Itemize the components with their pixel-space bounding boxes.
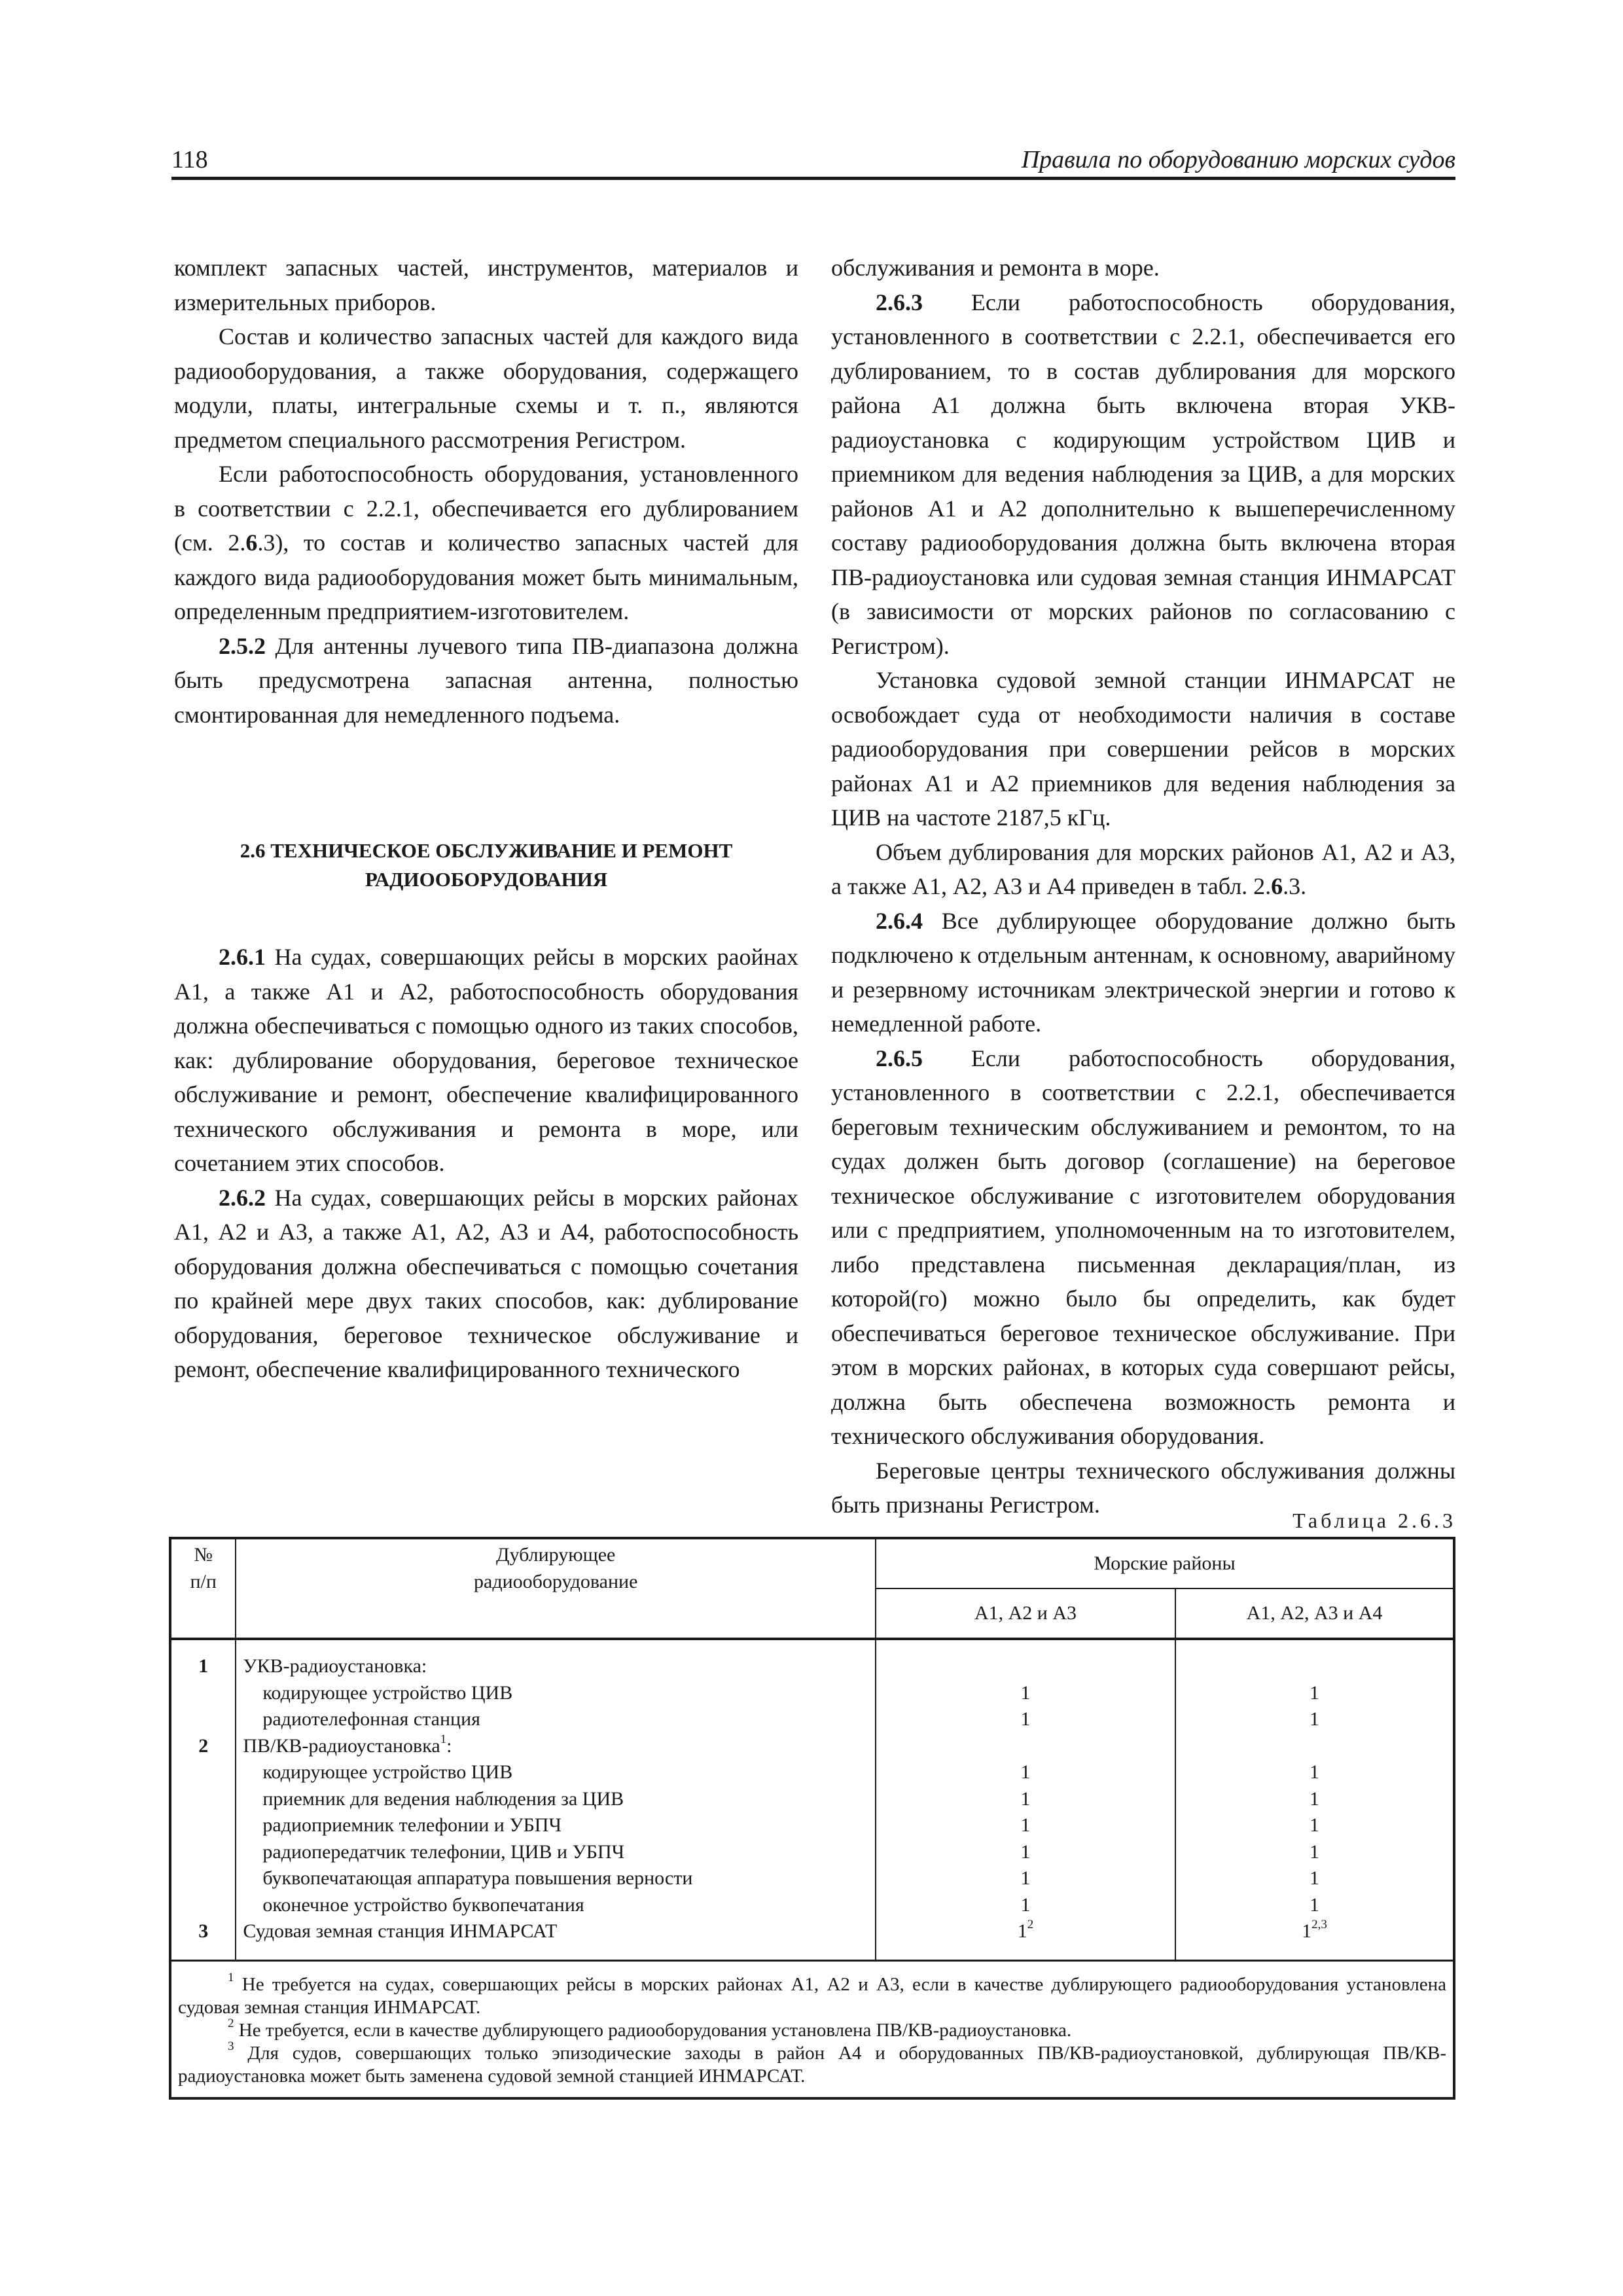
spacer [174,894,798,940]
cell-text: 1 [1310,1814,1319,1836]
paragraph: обслуживания и ремонта в море. [831,255,1160,281]
row-number [170,1839,236,1866]
value-a1-a4 [1175,1786,1454,1813]
cell-text: 2 [198,1734,209,1757]
cell-text: оконечное устройство буквопечатания [262,1893,584,1916]
value-a1-a2-a3 [876,1733,1175,1760]
row-number [170,1918,236,1960]
header-rule [171,177,1455,180]
paragraph [831,835,1455,904]
value-a1-a4 [1175,1892,1454,1919]
section-title: РАДИООБОРУДОВАНИЯ [365,868,608,891]
row-number [170,1639,236,1680]
bold-run: 6 [245,529,258,556]
value-a1-a4 [1175,1680,1454,1707]
value-a1-a2-a3 [876,1680,1175,1707]
cell-text: 1 [1310,1840,1319,1863]
value-a1-a4 [1175,1812,1454,1839]
footnote-mark: 3 [228,2039,234,2053]
table-body [170,1639,1454,1960]
equipment-name [236,1733,876,1760]
paragraph [831,285,1455,664]
right-column [831,251,1455,1522]
cell-text: 1 [1020,1708,1031,1730]
table-caption: Таблица 2.6.3 [1293,1509,1456,1532]
paragraph: Береговые центры технического обслуживания должны быть признаны Регистром. [831,1457,1455,1518]
footnote [178,2016,1446,2042]
text-run: На судах, совершающих рейсы в морских районах А1, А2 и А3, а также А1, А2, А3 и А4, работоспособность оборудования должна обеспечиваться с помощью сочетания по крайней мере двух таких способов, как: дублирование оборудования, береговое техническое обслуживание и ремонт, обеспечение квалифицированного технического [174,1184,798,1382]
equipment-name [236,1812,876,1839]
cell-text: 1 [1020,1787,1031,1810]
spacer [174,732,798,836]
footnote-ref: 2,3 [1311,1918,1327,1931]
row-number [170,1706,236,1733]
value-a1-a2-a3 [876,1759,1175,1786]
footnote-mark: 1 [228,1970,234,1984]
cell-text: УКВ-радиоустановка: [243,1655,427,1677]
text-run: Все дублирующее оборудование должно быть подключено к отдельным антеннам, к основному, аварийному и резервному источникам электрической энергии и готово к немедленной работе. [831,907,1455,1037]
footnote [178,2039,1446,2088]
cell-text: 1 [1020,1867,1031,1889]
table-row [170,1759,1454,1786]
row-number [170,1812,236,1839]
page-header [171,145,1455,179]
table-row [170,1892,1454,1919]
column-header-a1-a2-a3: А1, А2 и А3 [876,1588,1175,1639]
equipment-name [236,1918,876,1960]
cell-text: 1 [1020,1814,1031,1836]
footnote [178,1970,1446,2019]
table-footnotes [170,1960,1454,2098]
cell-text: кодирующее устройство ЦИВ [262,1761,513,1783]
text-run: .3. [1283,873,1307,899]
paragraph [174,629,798,732]
row-number [170,1759,236,1786]
value-a1-a4 [1175,1706,1454,1733]
equipment-name [236,1706,876,1733]
footnote-text: Не требуется, если в качестве дублирующего радиооборудования установлена ПВ/КВ-радиоустановка. [234,2019,1072,2041]
row-number [170,1733,236,1760]
page-number: 118 [171,146,208,173]
table-row [170,1865,1454,1892]
row-number [170,1892,236,1919]
table-row [170,1706,1454,1733]
text-run: Если работоспособность оборудования, установленного в соответствии с 2.2.1, обеспечивается его дублированием, то в состав дублирования для морского района А1 должна быть включена вторая УКВ-радиоустановка с кодирующим устройством ЦИВ и приемником для ведения наблюдения за ЦИВ, а для морских районов А1 и А2 дополнительно к вышеперечисленному составу радиооборудования должна быть включена вторая ПВ-радиоустановка или судовая земная станция ИНМАРСАТ (в зависимости от морских районов по согласованию с Регистром). [831,289,1455,659]
clause-number: 2.6.5 [876,1045,923,1071]
equipment-name [236,1786,876,1813]
footnote-text: Не требуется на судах, совершающих рейсы в морских районах А1, А2 и А3, если в качестве дублирующего радиооборудования установлена судовая земная станция ИНМАРСАТ. [178,1973,1446,2018]
text-run: На судах, совершающих рейсы в морских раойнах А1, а также А1 и А2, работоспособность оборудования должна обеспечиваться с помощью одного из таких способов, как: дублирование оборудования, береговое техническое обслуживание и ремонт, обеспечение квалифицированного технического обслуживания и ремонта в море, или сочетанием этих способов. [174,944,798,1176]
cell-text: приемник для ведения наблюдения за ЦИВ [262,1787,624,1810]
value-a1-a4 [1175,1865,1454,1892]
footnote-text: Для судов, совершающих только эпизодические заходы в район А4 и оборудованных ПВ/КВ-радиоустановкой, дублирующая ПВ/КВ-радиоустановка может быть заменена судовой земной станцией ИНМАРСАТ. [178,2042,1446,2087]
text-run: Для антенны лучевого типа ПВ-диапазона должна быть предусмотрена запасная антенна, полностью смонтированная для немедленного подъема. [174,632,798,728]
cell-text: 1 [1020,1840,1031,1863]
cell-text: ПВ/КВ-радиоустановка [243,1734,440,1757]
value-a1-a2-a3 [876,1706,1175,1733]
clause-number: 2.6.2 [219,1184,266,1211]
text-run: Если работоспособность оборудования, установленного в соответствии с 2.2.1, обеспечивается его дублированием (см. 2. [174,461,798,556]
cell-text: 3 [198,1920,209,1942]
cell-text: 1 [1020,1893,1031,1916]
cell-text: радиоприемник телефонии и УБПЧ [262,1814,562,1836]
cell-text: 1 [1310,1761,1319,1783]
paragraph [831,1041,1455,1454]
table-row [170,1786,1454,1813]
clause-number: 2.6.1 [219,944,266,970]
column-header-sea-areas: Морские районы [876,1538,1454,1588]
value-a1-a2-a3 [876,1892,1175,1919]
cell-text: 1 [1310,1893,1319,1916]
section-title: 2.6 ТЕХНИЧЕСКОЕ ОБСЛУЖИВАНИЕ И РЕМОНТ [240,839,733,862]
cell-text: кодирующее устройство ЦИВ [262,1681,513,1704]
cell-text: 1 [198,1655,209,1677]
bold-run: 6 [1271,873,1283,899]
equipment-name [236,1865,876,1892]
value-a1-a2-a3 [876,1812,1175,1839]
footnote-ref: 2 [1027,1918,1034,1931]
cell-text: 1 [1310,1787,1319,1810]
row-number [170,1865,236,1892]
cell-text: 1 [1310,1681,1319,1704]
cell-text: 1 [1310,1867,1319,1889]
value-a1-a2-a3 [876,1839,1175,1866]
header-text: радиооборудование [474,1570,638,1592]
equipment-name [236,1759,876,1786]
value-a1-a2-a3 [876,1865,1175,1892]
cell-text: буквопечатающая аппаратура повышения верности [262,1867,693,1889]
table-row [170,1839,1454,1866]
header-text: п/п [190,1570,217,1592]
running-title: Правила по оборудованию морских судов [1021,146,1455,173]
paragraph [174,1181,798,1387]
header-text: № [194,1544,213,1566]
equipment-name [236,1639,876,1680]
left-column [174,251,798,1387]
cell-text: 1 [1310,1708,1319,1730]
duplication-table [169,1537,1455,2100]
paragraph: Установка судовой земной станции ИНМАРСАТ не освобождает суда от необходимости наличия в составе радиооборудования при совершении рейсов в морских районах А1 и А2 приемников для ведения наблюдения за ЦИВ на частоте 2187,5 кГц. [831,667,1455,831]
cell-text: 1 [1302,1920,1312,1942]
column-header-a1-a4: А1, А2, А3 и А4 [1175,1588,1454,1639]
cell-text: радиопередатчик телефонии, ЦИВ и УБПЧ [262,1840,625,1863]
cell-text: 1 [1020,1761,1031,1783]
column-header-equipment [236,1538,876,1639]
paragraph: комплект запасных частей, инструментов, материалов и измерительных приборов. [174,255,798,315]
paragraph [174,457,798,629]
text-run: Объем дублирования для морских районов А1, А2 и А3, а также А1, А2, А3 и А4 приведен в табл. 2. [831,838,1455,899]
table-row [170,1812,1454,1839]
table-row [170,1639,1454,1680]
value-a1-a4 [1175,1639,1454,1680]
cell-text: 1 [1020,1681,1031,1704]
table-row [170,1680,1454,1707]
paragraph: Состав и количество запасных частей для каждого вида радиооборудования, а также оборудования, содержащего модули, платы, интегральные схемы и т. п., являются предметом специального рассмотрения Регистром. [174,323,798,453]
footnote-mark: 2 [228,2016,234,2030]
clause-number: 2.6.4 [876,907,923,934]
cell-text: : [446,1734,452,1757]
value-a1-a4 [1175,1839,1454,1866]
value-a1-a2-a3 [876,1918,1175,1960]
value-a1-a4 [1175,1733,1454,1760]
column-header-number [170,1538,236,1639]
cell-text: Судовая земная станция ИНМАРСАТ [243,1920,558,1942]
cell-text: 1 [1017,1920,1027,1942]
equipment-name [236,1892,876,1919]
equipment-name [236,1680,876,1707]
table-row [170,1733,1454,1760]
cell-text: радиотелефонная станция [262,1708,480,1730]
paragraph [174,940,798,1181]
value-a1-a4 [1175,1759,1454,1786]
value-a1-a2-a3 [876,1639,1175,1680]
header-text: Дублирующее [496,1544,616,1566]
footnote-ref: 1 [440,1732,447,1746]
clause-number: 2.6.3 [876,289,923,315]
table-row [170,1918,1454,1960]
row-number [170,1680,236,1707]
text-run: Если работоспособность оборудования, установленного в соответствии с 2.2.1, обеспечивается береговым техническим обслуживанием и ремонтом, то на судах должен быть договор (соглашение) на береговое техническое обслуживание с изготовителем оборудования или с предприятием, уполномоченным на то изготовителем, либо представлена письменная декларация/план, из которой(го) можно было бы определить, как будет обеспечиваться береговое техническое обслуживание. При этом в морских районах, в которых суда совершают рейсы, должна быть обеспечена возможность ремонта и технического обслуживания оборудования. [831,1045,1455,1449]
value-a1-a4 [1175,1918,1454,1960]
value-a1-a2-a3 [876,1786,1175,1813]
row-number [170,1786,236,1813]
text-run: .3), то состав и количество запасных частей для каждого вида радиооборудования может быть минимальным, определенным предприятием-изготовителем. [174,529,799,624]
equipment-name [236,1839,876,1866]
clause-number: 2.5.2 [219,632,266,659]
paragraph [831,904,1455,1041]
